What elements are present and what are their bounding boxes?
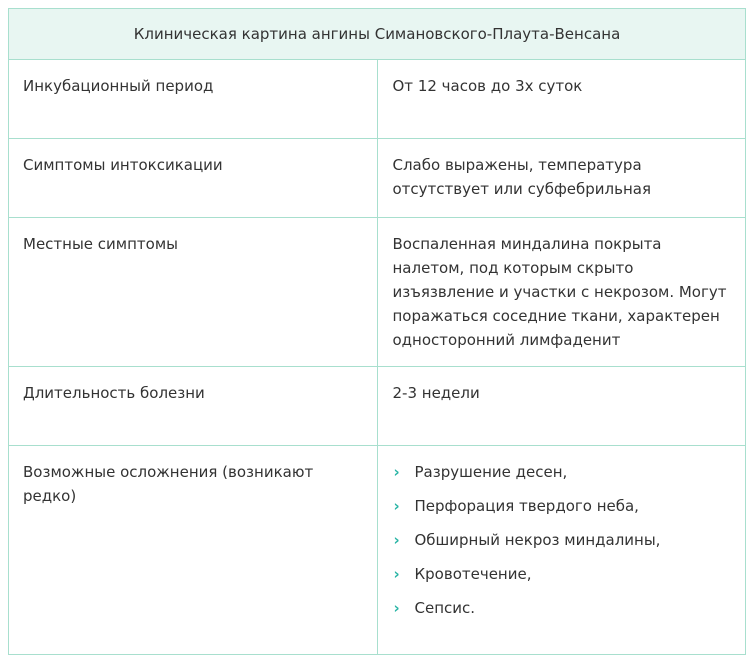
table-title: Клиническая картина ангины Симановского-Плаута-Венсана: [9, 9, 746, 60]
list-item: [393, 562, 732, 586]
chevron-right-icon: ›: [393, 599, 400, 617]
row-value-complications: [377, 446, 746, 655]
list-item: [393, 596, 732, 620]
complications-list: [393, 460, 732, 620]
row-label-intoxication: Симптомы интоксикации: [9, 139, 378, 218]
row-value-incubation: От 12 часов до 3х суток: [377, 60, 746, 139]
row-label-incubation: Инкубационный период: [9, 60, 378, 139]
table-row: [9, 60, 746, 139]
list-item-text: Перфорация твердого неба,: [414, 497, 639, 515]
table-row: [9, 218, 746, 367]
row-label-duration: Длительность болезни: [9, 367, 378, 446]
list-item-text: Кровотечение,: [414, 565, 532, 583]
row-label-local-symptoms: Местные симптомы: [9, 218, 378, 367]
chevron-right-icon: ›: [393, 463, 400, 481]
list-item-text: Разрушение десен,: [414, 463, 568, 481]
row-value-local-symptoms: Воспаленная миндалина покрыта налетом, под которым скрыто изъязвление и участки с некрозом. Могут поражаться соседние ткани, характерен односторонний лимфаденит: [377, 218, 746, 367]
list-item-text: Обширный некроз миндалины,: [414, 531, 661, 549]
table-row: [9, 446, 746, 655]
table-row: [9, 367, 746, 446]
table-header-row: [9, 9, 746, 60]
clinical-picture-table: [8, 8, 746, 655]
row-value-duration: 2-3 недели: [377, 367, 746, 446]
list-item: [393, 494, 732, 518]
list-item: [393, 528, 732, 552]
row-label-complications: Возможные осложнения (возникают редко): [9, 446, 378, 655]
chevron-right-icon: ›: [393, 531, 400, 549]
list-item-text: Сепсис.: [414, 599, 476, 617]
table-row: [9, 139, 746, 218]
chevron-right-icon: ›: [393, 565, 400, 583]
chevron-right-icon: ›: [393, 497, 400, 515]
list-item: [393, 460, 732, 484]
row-value-intoxication: Слабо выражены, температура отсутствует или субфебрильная: [377, 139, 746, 218]
